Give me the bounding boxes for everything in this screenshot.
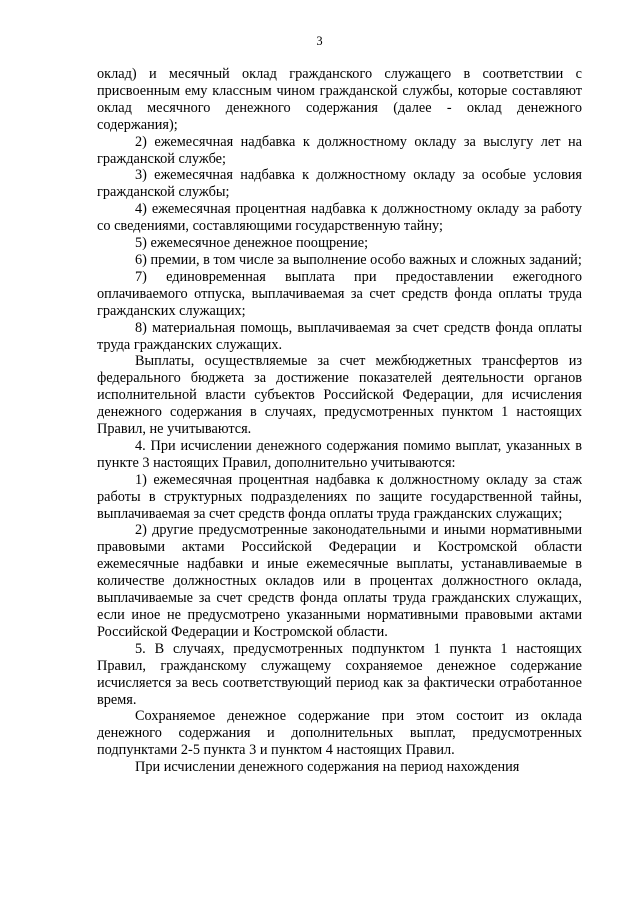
paragraph-item-2: 2) ежемесячная надбавка к должностному окладу за выслугу лет на гражданской службе; (97, 133, 582, 167)
paragraph-section-4: 4. При исчислении денежного содержания помимо выплат, указанных в пункте 3 настоящих Правил, дополнительно учитываются: (97, 437, 582, 471)
paragraph-item-3: 3) ежемесячная надбавка к должностному окладу за особые условия гражданской службы; (97, 167, 582, 201)
page-number: 3 (316, 34, 323, 48)
paragraph-item-8: 8) материальная помощь, выплачиваемая за счет средств фонда оплаты труда гражданских служащих. (97, 319, 582, 353)
document-body (97, 66, 582, 776)
paragraph-section-5: 5. В случаях, предусмотренных подпунктом 1 пункта 1 настоящих Правил, гражданскому служащему сохраняемое денежное содержание исчисляется за весь соответствующий период как за фактически отработанное время. (97, 640, 582, 708)
paragraph-item-7: 7) единовременная выплата при предоставлении ежегодного оплачиваемого отпуска, выплачиваемая за счет средств фонда оплаты труда гражданских служащих; (97, 268, 582, 319)
paragraph-item-5: 5) ежемесячное денежное поощрение; (135, 235, 369, 252)
paragraph-section-4-item-2: 2) другие предусмотренные законодательными и иными нормативными правовыми актами Российской Федерации и Костромской области ежемесячные надбавки и иные ежемесячные выплаты, устанавливаемые в количестве должностных окладов или в процентах должностного оклада, выплачиваемые за счет средств фонда оплаты труда гражданских служащих, если иное не предусмотрено указанными нормативными правовыми актами Российской Федерации и Костромской области. (97, 522, 582, 640)
paragraph-item-4: 4) ежемесячная процентная надбавка к должностному окладу за работу со сведениями, составляющими государственную тайну; (97, 201, 582, 235)
paragraph-calculation-period: При исчислении денежного содержания на период нахождения (135, 759, 520, 776)
paragraph-retained-salary: Сохраняемое денежное содержание при этом состоит из оклада денежного содержания и дополнительных выплат, предусмотренных подпунктами 2-5 пункта 3 и пунктом 4 настоящих Правил. (97, 708, 582, 759)
paragraph-section-4-item-1: 1) ежемесячная процентная надбавка к должностному окладу за стаж работы в структурных подразделениях по защите государственной тайны, выплачиваемая за счет средств фонда оплаты труда гражданских служащих; (97, 471, 582, 522)
paragraph-item-6: 6) премии, в том числе за выполнение особо важных и сложных заданий; (135, 251, 582, 268)
paragraph-salary-components-continued: оклад) и месячный оклад гражданского служащего в соответствии с присвоенным ему классным чином гражданской службы, которые составляют оклад месячного денежного содержания (далее - оклад денежного содержания); (97, 66, 582, 133)
paragraph-excluded-payments: Выплаты, осуществляемые за счет межбюджетных трансфертов из федерального бюджета за достижение показателей деятельности органов исполнительной власти субъектов Российской Федерации, для исчисления денежного содержания в случаях, предусмотренных пунктом 1 настоящих Правил, не учитываются. (97, 353, 582, 438)
